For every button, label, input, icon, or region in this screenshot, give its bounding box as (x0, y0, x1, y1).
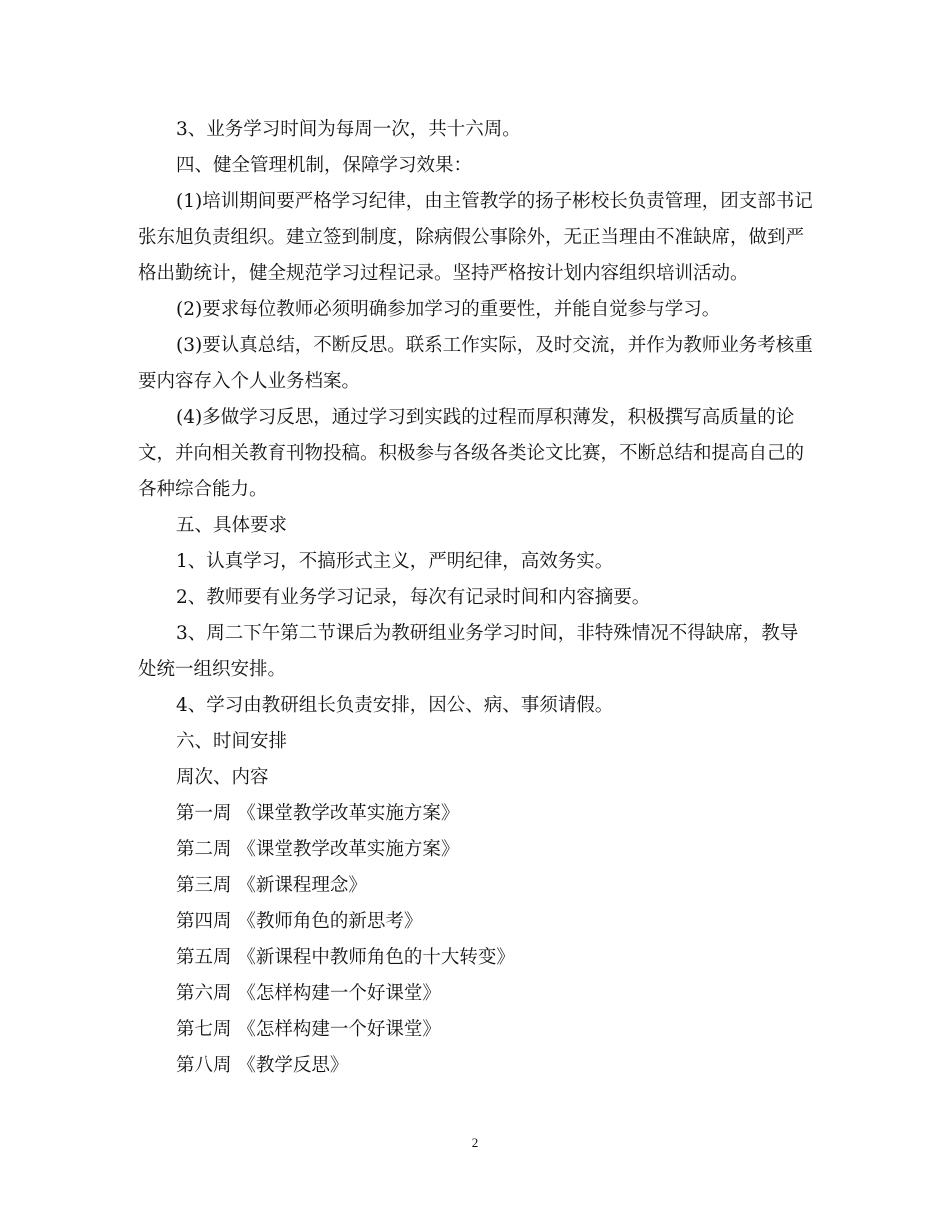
page-number: 2 (471, 1135, 479, 1150)
schedule-content: 《教学反思》 (237, 1055, 349, 1076)
schedule-week: 第七周 (176, 1019, 232, 1040)
paragraph-item-4: (4)多做学习反思，通过学习到实践的过程而厚积薄发，积极撰写高质量的论文，并向相关教育刊物投稿。积极参与各级各类论文比赛，不断总结和提高自己的各种综合能力。 (138, 407, 805, 500)
schedule-row (138, 1012, 814, 1048)
schedule-row (138, 1048, 814, 1084)
schedule-row (138, 832, 814, 868)
schedule-content: 《课堂教学改革实施方案》 (237, 839, 460, 860)
schedule-row (138, 868, 814, 904)
requirement-1: 1、认真学习，不搞形式主义，严明纪律，高效务实。 (176, 551, 614, 572)
schedule-content: 《课堂教学改革实施方案》 (237, 803, 460, 824)
schedule-header: 周次、内容 (176, 767, 269, 788)
schedule-content: 《怎样构建一个好课堂》 (237, 983, 441, 1004)
schedule-row (138, 904, 814, 940)
schedule-content: 《新课程理念》 (237, 875, 367, 896)
requirement-3: 3、周二下午第二节课后为教研组业务学习时间，非特殊情况不得缺席，教导处统一组织安排。 (138, 623, 799, 680)
schedule-week: 第四周 (176, 911, 232, 932)
paragraph-item-3: (3)要认真总结，不断反思。联系工作实际，及时交流，并作为教师业务考核重要内容存入个人业务档案。 (138, 335, 813, 392)
schedule-row (138, 940, 814, 976)
schedule-row (138, 976, 814, 1012)
schedule-week: 第六周 (176, 983, 232, 1004)
paragraph-item-1: (1)培训期间要严格学习纪律，由主管教学的扬子彬校长负责管理，团支部书记张东旭负责组织。建立签到制度，除病假公事除外，无正当理由不准缺席，做到严格出勤统计，健全规范学习过程记录。坚持严格按计划内容组织培训活动。 (138, 191, 813, 284)
schedule-list (138, 796, 814, 1084)
heading-management-mechanism: 四、健全管理机制，保障学习效果： (176, 155, 473, 176)
document-body (138, 112, 814, 1084)
paragraph-study-frequency: 3、业务学习时间为每周一次，共十六周。 (176, 119, 521, 140)
schedule-week: 第一周 (176, 803, 232, 824)
paragraph-item-2: (2)要求每位教师必须明确参加学习的重要性，并能自觉参与学习。 (176, 299, 721, 320)
schedule-row (138, 796, 814, 832)
schedule-week: 第三周 (176, 875, 232, 896)
requirement-4: 4、学习由教研组长负责安排，因公、病、事须请假。 (176, 695, 614, 716)
schedule-content: 《怎样构建一个好课堂》 (237, 1019, 441, 1040)
requirement-2: 2、教师要有业务学习记录，每次有记录时间和内容摘要。 (176, 587, 651, 608)
schedule-week: 第二周 (176, 839, 232, 860)
schedule-week: 第五周 (176, 947, 232, 968)
schedule-content: 《教师角色的新思考》 (237, 911, 423, 932)
schedule-week: 第八周 (176, 1055, 232, 1076)
heading-specific-requirements: 五、具体要求 (176, 515, 288, 536)
schedule-content: 《新课程中教师角色的十大转变》 (237, 947, 515, 968)
heading-time-schedule: 六、时间安排 (176, 731, 288, 752)
